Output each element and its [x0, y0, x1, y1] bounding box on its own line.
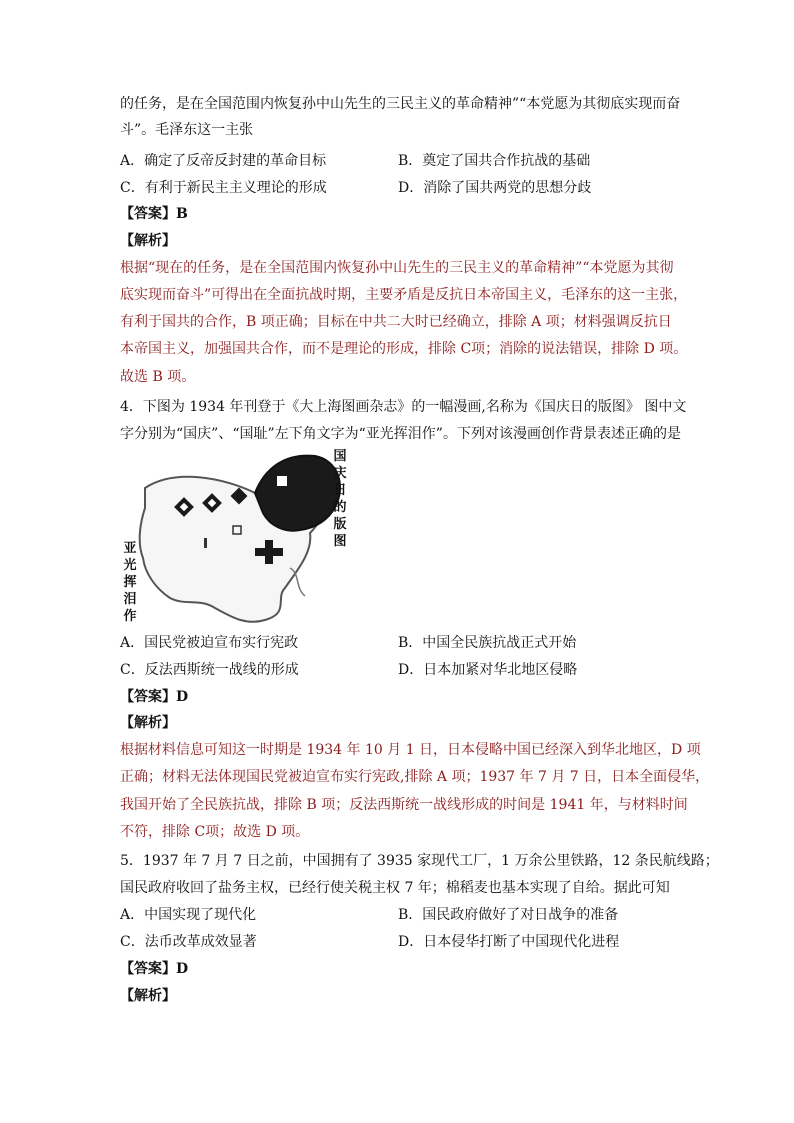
q3-option-a: A．确定了反帝反封建的革命目标 — [120, 153, 327, 169]
q5-stem-line-1: 5．1937 年 7 月 7 日之前，中国拥有了 3935 家现代工厂，1 万余公里铁路，12 条民航线路； — [120, 853, 719, 869]
q4-analysis-line-4: 不符，排除 C项；故选 D 项。 — [120, 824, 310, 840]
q4-stem-line-1: 4．下图为 1934 年刊登于《大上海图画杂志》的一幅漫画,名称为《国庆日的版图》 图中文 — [120, 399, 687, 415]
q3-option-d: D．消除了国共两党的思想分歧 — [398, 180, 592, 196]
figure-caption-right: 国庆日的版图 — [333, 449, 347, 549]
q5-stem-line-2: 国民政府收回了盐务主权，已经行使关税主权 7 年；棉稻麦也基本实现了自给。据此可知 — [120, 880, 670, 896]
q4-analysis-line-1: 根据材料信息可知这一时期是 1934 年 10 月 1 日，日本侵略中国已经深入到华北地区，D 项 — [120, 742, 701, 758]
q5-option-c: C．法币改革成效显著 — [120, 934, 257, 950]
q4-option-c: C．反法西斯统一战线的形成 — [120, 662, 299, 678]
cartoon-map-figure — [115, 448, 355, 628]
q3-analysis-line-3: 有利于国共的合作，B 项正确；目标在中共二大时已经确立，排除 A 项；材料强调反抗日 — [120, 314, 672, 330]
q3-analysis-line-4: 本帝国主义，加强国共合作，而不是理论的形成，排除 C项；消除的说法错误，排除 D 项。 — [120, 341, 688, 357]
q4-option-d: D．日本加紧对华北地区侵略 — [398, 662, 578, 678]
q4-option-a: A．国民党被迫宣布实行宪政 — [120, 635, 299, 651]
q3-answer: 【答案】B — [120, 206, 188, 222]
q5-analysis-title: 【解析】 — [120, 988, 176, 1004]
q4-analysis-title: 【解析】 — [120, 715, 176, 731]
q3-analysis-title: 【解析】 — [120, 233, 176, 249]
q3-option-b: B．奠定了国共合作抗战的基础 — [398, 153, 591, 169]
q4-analysis-line-2: 正确；材料无法体现国民党被迫宣布实行宪政,排除 A 项；1937 年 7 月 7 日，日本全面侵华， — [120, 769, 710, 785]
q4-answer: 【答案】D — [120, 689, 189, 705]
q3-stem-line-2: 斗”。毛泽东这一主张 — [120, 122, 254, 138]
q3-analysis-line-1: 根据“现在的任务，是在全国范围内恢复孙中山先生的三民主义的革命精神”“本党愿为其彻 — [120, 260, 674, 276]
q5-answer: 【答案】D — [120, 961, 189, 977]
cartoon-map-image — [115, 448, 355, 628]
q3-analysis-line-5: 故选 B 项。 — [120, 369, 196, 385]
q5-option-d: D．日本侵华打断了中国现代化进程 — [398, 934, 620, 950]
q4-option-b: B．中国全民族抗战正式开始 — [398, 635, 577, 651]
q5-option-b: B．国民政府做好了对日战争的准备 — [398, 907, 619, 923]
q3-option-c: C．有利于新民主主义理论的形成 — [120, 180, 327, 196]
q4-analysis-line-3: 我国开始了全民族抗战，排除 B 项；反法西斯统一战线形成的时间是 1941 年，与材料时间 — [120, 797, 688, 813]
q3-analysis-line-2: 底实现而奋斗”可得出在全面抗战时期，主要矛盾是反抗日本帝国主义，毛泽东的这一主张， — [120, 287, 688, 303]
q3-stem-line-1: 的任务，是在全国范围内恢复孙中山先生的三民主义的革命精神”“本党愿为其彻底实现而奋 — [120, 96, 681, 112]
q4-stem-line-2: 字分别为“国庆”、“国耻”左下角文字为“亚光挥泪作”。下列对该漫画创作背景表述正确的是 — [120, 426, 681, 442]
q5-option-a: A．中国实现了现代化 — [120, 907, 257, 923]
figure-caption-left: 亚光挥泪作 — [123, 541, 137, 624]
